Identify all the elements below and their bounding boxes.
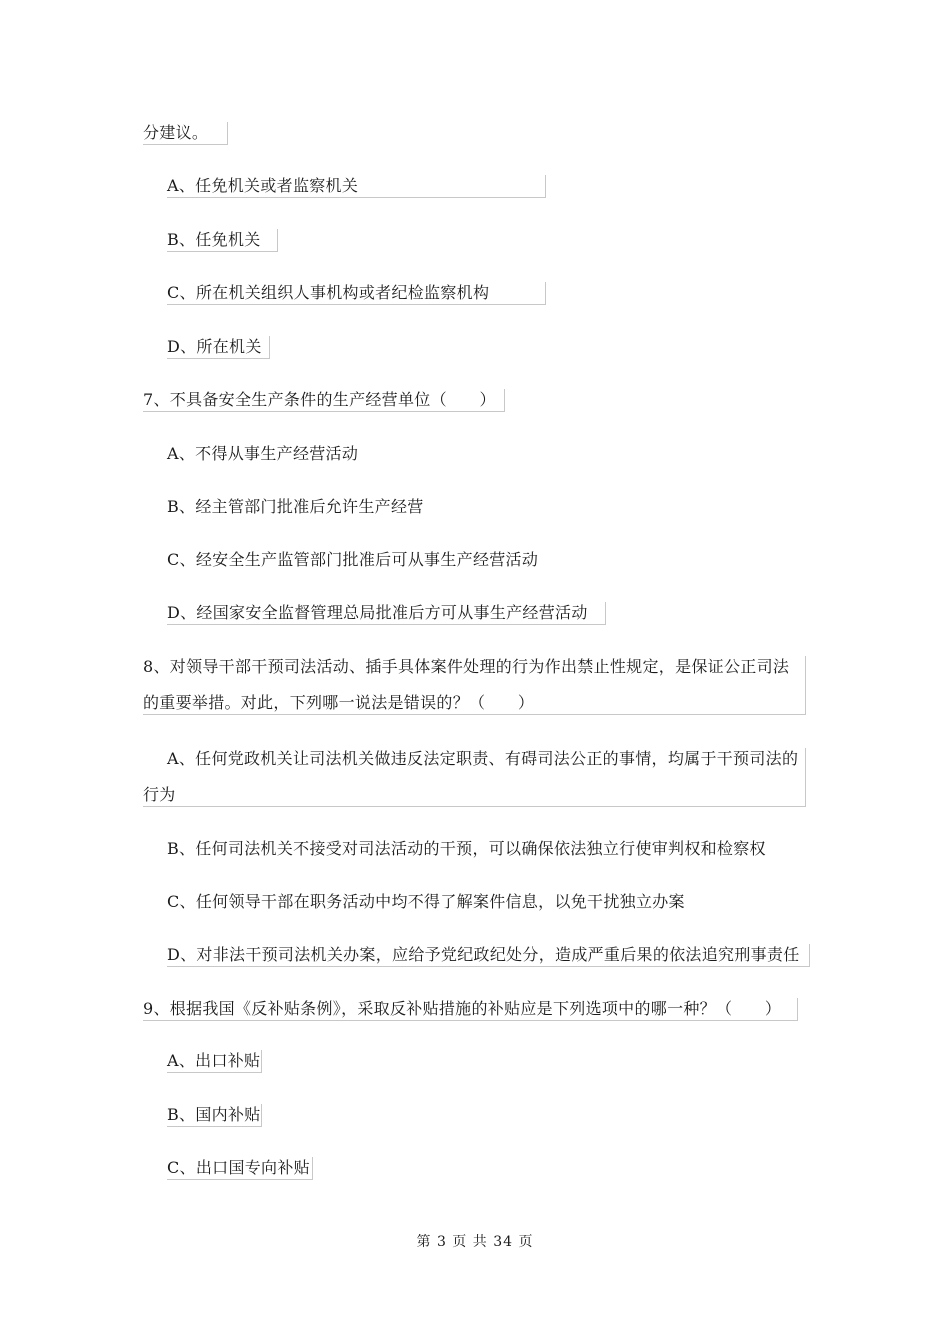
q8-option-a-line-1: A、任何党政机关让司法机关做违反法定职责、有碍司法公正的事情，均属于干预司法的 — [167, 749, 799, 768]
q6-option-d: D、所在机关 — [167, 336, 270, 359]
q7-option-d: D、经国家安全监督管理总局批准后方可从事生产经营活动 — [167, 602, 606, 625]
prev-question-tail: 分建议。 — [143, 122, 228, 145]
q8-option-d: D、对非法干预司法机关办案，应给予党纪政纪处分，造成严重后果的依法追究刑事责任 — [167, 944, 810, 967]
q8-option-a-line-2: 行为 — [143, 785, 176, 804]
q9-option-c: C、出口国专向补贴 — [167, 1157, 313, 1180]
q7-option-b: B、经主管部门批准后允许生产经营 — [167, 497, 424, 516]
q7-option-c: C、经安全生产监管部门批准后可从事生产经营活动 — [167, 550, 539, 569]
q8-option-a — [143, 748, 806, 807]
q8-option-c: C、任何领导干部在职务活动中均不得了解案件信息，以免干扰独立办案 — [167, 892, 685, 911]
q6-option-c: C、所在机关组织人事机构或者纪检监察机构 — [167, 282, 546, 305]
q8-stem-line-1: 8、对领导干部干预司法活动、插手具体案件处理的行为作出禁止性规定，是保证公正司法 — [143, 657, 790, 676]
q8-stem-line-2: 的重要举措。对此，下列哪一说法是错误的？（ ） — [143, 693, 535, 712]
q6-option-b: B、任免机关 — [167, 229, 278, 252]
q9-stem: 9、根据我国《反补贴条例》，采取反补贴措施的补贴应是下列选项中的哪一种？（ ） — [143, 998, 798, 1021]
q9-option-a: A、出口补贴 — [167, 1050, 262, 1073]
q7-stem: 7、不具备安全生产条件的生产经营单位（ ） — [143, 389, 505, 412]
q9-option-b: B、国内补贴 — [167, 1104, 262, 1127]
q8-option-b: B、任何司法机关不接受对司法活动的干预，可以确保依法独立行使审判权和检察权 — [167, 839, 766, 858]
q7-option-a: A、不得从事生产经营活动 — [167, 444, 359, 463]
q8-stem — [143, 656, 806, 715]
page-footer: 第 3 页 共 34 页 — [416, 1234, 534, 1250]
q6-option-a: A、任免机关或者监察机关 — [167, 175, 546, 198]
